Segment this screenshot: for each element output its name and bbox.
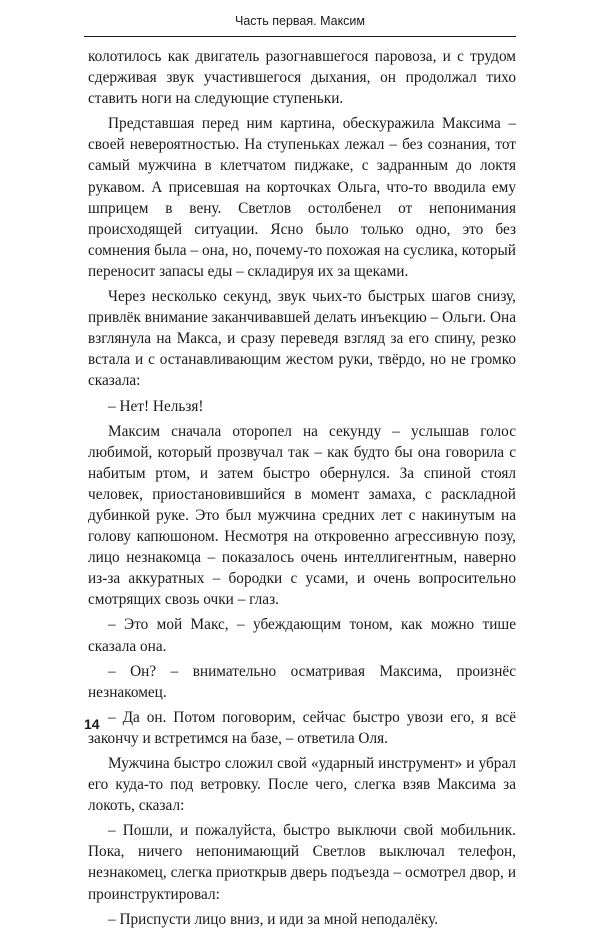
dialogue-line: – Приспусти лицо вниз, и иди за мной неподалёку. xyxy=(108,910,439,928)
paragraph: Через несколько секунд, звук чьих-то быстрых шагов снизу, привлёк внимание заканчивавшей делать инъекцию – Ольги. Она взглянула на Макса, и сразу переведя взгляд за его спину, резко встала и с останавливающим жестом руки, твёрдо, но не громко сказала: xyxy=(88,288,516,390)
dialogue-line: – Да он. Потом поговорим, сейчас быстро увози его, я всё закончу и встретимся на базе, – ответила Оля. xyxy=(88,708,516,747)
header-rule xyxy=(84,36,516,37)
dialogue-line: – Это мой Макс, – убеждающим тоном, как можно тише сказала она. xyxy=(88,616,516,655)
body-text xyxy=(88,46,516,934)
dialogue-line: – Нет! Нельзя! xyxy=(108,397,204,415)
running-head: Часть первая. Максим xyxy=(234,14,366,28)
dialogue-line: – Пошли, и пожалуйста, быстро выключи свой мобильник. Пока, ничего непонимающий Светлов выключал телефон, незнакомец, слегка приоткрыв дверь подъезда – осмотрел двор, и проинструктировал: xyxy=(88,822,516,903)
paragraph: колотилось как двигатель разогнавшегося паровоза, и с трудом сдерживая звук участившегося дыхания, он продолжал тихо ставить ноги на следующие ступеньки. xyxy=(88,48,516,108)
paragraph: Максим сначала оторопел на секунду – услышав голос любимой, который прозвучал так – как будто бы она говорила с набитым ртом, и затем быстро обернулся. За спиной стоял человек, приостановившийся в момент замаха, с раскладной дубинкой руке. Это был мужчина средних лет с накинутым на голову капюшоном. Несмотря на откровенно агрессивную позу, лицо незнакомца – показалось очень интеллигентным, наверно из-за аккуратных – бородки с усами, и очень вопросительно смотрящих свозь очки – глаз. xyxy=(88,422,516,609)
dialogue-line: – Он? – внимательно осматривая Максима, произнёс незнакомец. xyxy=(88,662,516,701)
page-number: 14 xyxy=(84,716,100,732)
paragraph: Представшая перед ним картина, обескуражила Максима – своей невероятностью. На ступеньках лежал – без сознания, тот самый мужчина в клетчатом пиджаке, с задранным до локтя рукавом. А присевшая на корточках Ольга, что-то вводила ему шприцем в вену. Светлов остолбенел от непонимания происходящей ситуации. Ясно было только одно, это без сомнения была – она, но, почему-то похожая на суслика, который переносит запасы еды – складируя их за щеками. xyxy=(88,115,516,280)
paragraph: Мужчина быстро сложил свой «ударный инструмент» и убрал его куда-то под ветровку. После чего, слегка взяв Максима за локоть, сказал: xyxy=(88,755,516,815)
